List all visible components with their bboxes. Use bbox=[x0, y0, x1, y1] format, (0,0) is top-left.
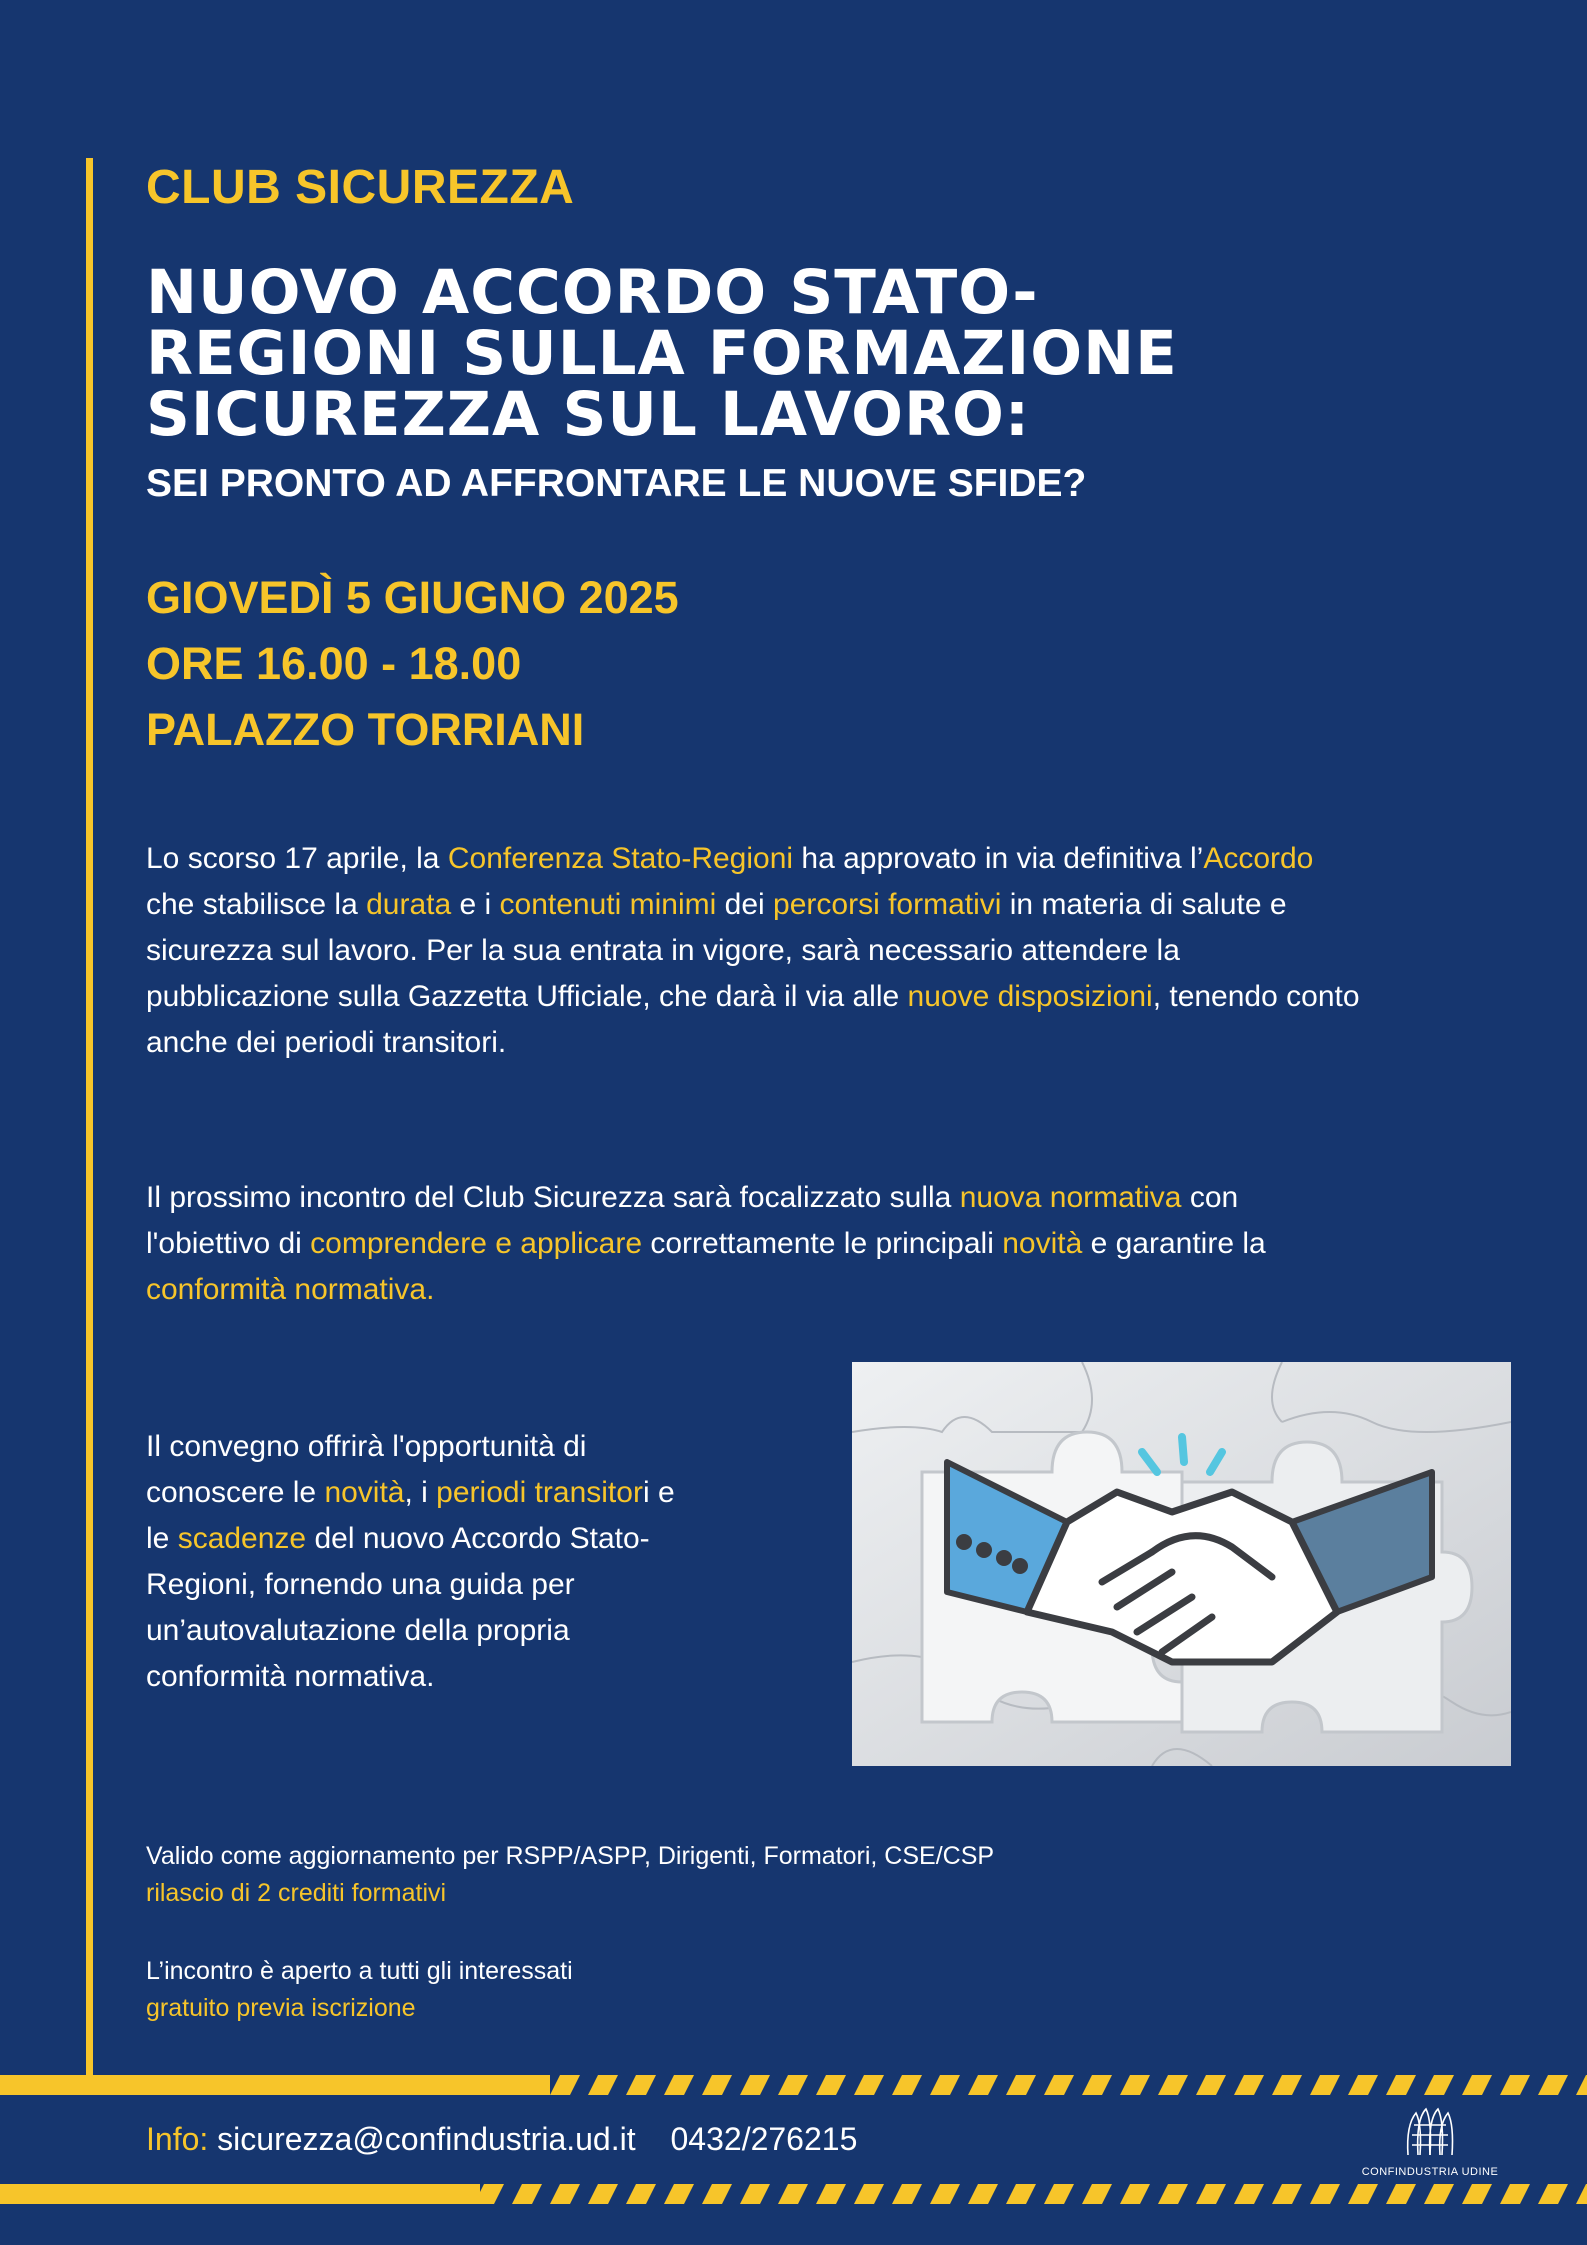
registration-note: gratuito previa iscrizione bbox=[146, 1994, 416, 2022]
handshake-puzzle-illustration bbox=[852, 1362, 1511, 1766]
info-line bbox=[146, 2121, 857, 2158]
info-phone[interactable]: 0432/276215 bbox=[670, 2121, 858, 2157]
event-date: GIOVEDÌ 5 GIUGNO 2025 bbox=[146, 572, 679, 623]
main-title bbox=[146, 257, 1446, 450]
convegno-paragraph: Il convegno offrirà l'opportunità di conoscere le novità, i periodi transitori e le scadenze del nuovo Accordo Stato- Regioni, fornendo una guida per un’autovalutazione della propria conformità normativa. bbox=[146, 1430, 675, 1693]
club-label: CLUB SICUREZZA bbox=[146, 161, 575, 214]
subtitle: SEI PRONTO AD AFFRONTARE LE NUOVE SFIDE? bbox=[146, 462, 1087, 505]
left-accent-line bbox=[86, 158, 93, 2080]
focus-paragraph: Il prossimo incontro del Club Sicurezza sarà focalizzato sulla nuova normativa con l'obiettivo di comprendere e applicare correttamente le principali novità e garantire la conformità normativa. bbox=[146, 1181, 1266, 1306]
info-label: Info: bbox=[146, 2121, 209, 2157]
hazard-stripe-bottom bbox=[0, 2184, 1587, 2204]
title-line: NUOVO ACCORDO STATO- bbox=[146, 257, 1039, 328]
credits-note: rilascio di 2 crediti formativi bbox=[146, 1879, 447, 1907]
event-venue: PALAZZO TORRIANI bbox=[146, 704, 585, 755]
title-line: SICUREZZA SUL LAVORO: bbox=[146, 379, 1031, 450]
event-time: ORE 16.00 - 18.00 bbox=[146, 638, 522, 689]
event-details bbox=[146, 565, 679, 763]
validity-note: Valido come aggiornamento per RSPP/ASPP, Dirigenti, Formatori, CSE/CSP rilascio di 2 crediti formativi bbox=[146, 1838, 994, 1912]
intro-paragraph: Lo scorso 17 aprile, la Conferenza Stato-Regioni ha approvato in via definitiva l’Accordo che stabilisce la durata e i contenuti minimi dei percorsi formativi in materia di salute e sicurezza sul lavoro. Per la sua entrata in vigore, sarà necessario attendere la pubblicazione sulla Gazzetta Ufficiale, che darà il via alle nuove disposizioni, tenendo conto anche dei periodi transitori. bbox=[146, 842, 1360, 1059]
handshake-icon bbox=[852, 1362, 1511, 1766]
open-note: L’incontro è aperto a tutti gli interessati gratuito previa iscrizione bbox=[146, 1953, 573, 2027]
hazard-stripe-top bbox=[0, 2075, 1587, 2095]
title-line: REGIONI SULLA FORMAZIONE bbox=[146, 318, 1178, 389]
confindustria-logo-icon bbox=[1400, 2105, 1460, 2159]
info-email[interactable]: sicurezza@confindustria.ud.it bbox=[217, 2121, 636, 2157]
confindustria-logo bbox=[1360, 2105, 1500, 2183]
logo-text: CONFINDUSTRIA UDINE bbox=[1361, 2166, 1499, 2178]
